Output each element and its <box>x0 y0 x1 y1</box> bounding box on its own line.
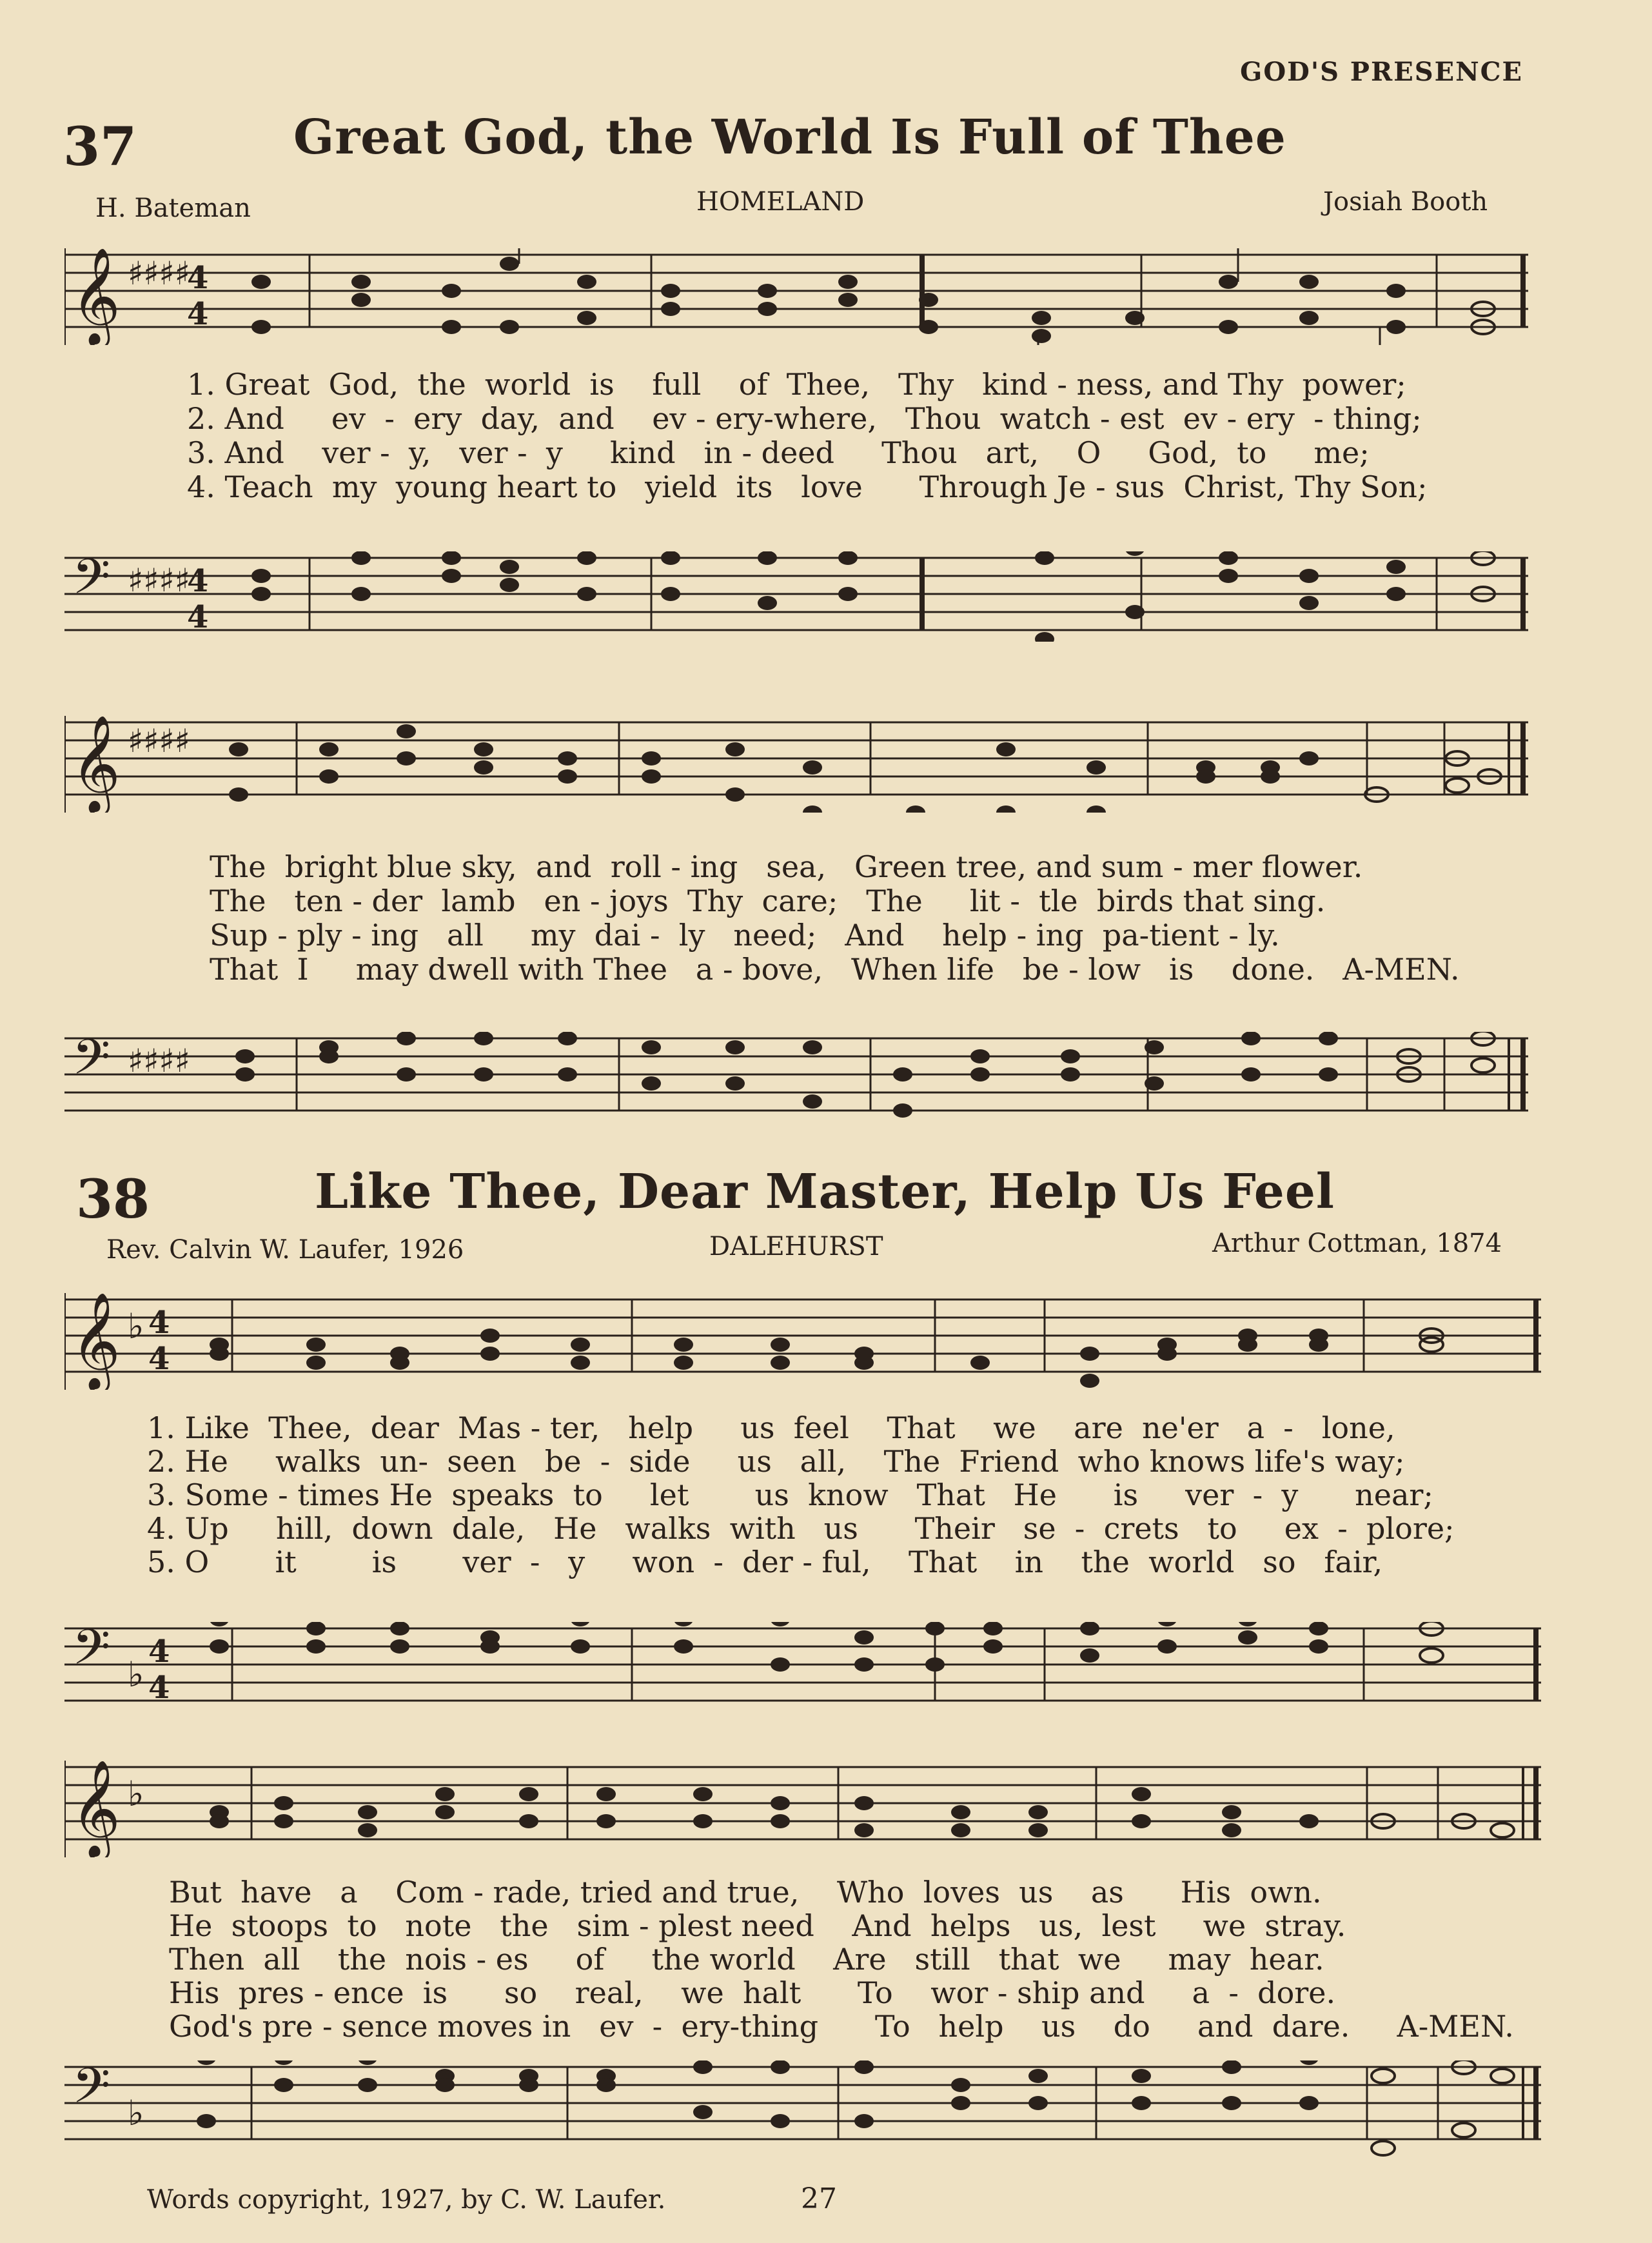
svg-text:𝄞: 𝄞 <box>71 1293 121 1389</box>
svg-text:♭: ♭ <box>128 1654 144 1695</box>
treble-staff <box>64 1761 1541 1857</box>
svg-text:𝄞: 𝄞 <box>71 716 121 812</box>
lyric-line: Sup - ply - ing all my dai - ly need; And help - ing pa-tient - ly. <box>210 918 1280 953</box>
treble-staff <box>64 248 1528 345</box>
svg-text:4: 4 <box>148 1305 170 1341</box>
svg-text:♯♯♯♯: ♯♯♯♯ <box>128 722 190 760</box>
lyric-line: The bright blue sky, and roll - ing sea, Green tree, and sum - mer flower. <box>210 849 1363 884</box>
bass-staff <box>64 1032 1528 1122</box>
svg-text:𝄢: 𝄢 <box>72 1032 111 1098</box>
svg-text:𝄢: 𝄢 <box>72 1622 111 1688</box>
svg-text:♯♯♯♯: ♯♯♯♯ <box>128 562 190 599</box>
lyric-line: The ten - der lamb en - joys Thy care; The lit - tle birds that sing. <box>210 884 1326 918</box>
svg-text:♯♯♯♯: ♯♯♯♯ <box>128 255 190 292</box>
svg-text:4: 4 <box>187 563 209 599</box>
svg-text:𝄢: 𝄢 <box>72 2060 111 2126</box>
hymn-number: 37 <box>63 116 137 178</box>
svg-text:4: 4 <box>187 599 209 635</box>
svg-text:♭: ♭ <box>128 1774 144 1814</box>
svg-text:𝄢: 𝄢 <box>72 551 111 617</box>
hymn-number: 38 <box>76 1169 150 1230</box>
bass-staff <box>64 1622 1541 1712</box>
hymn-title: Great God, the World Is Full of Thee <box>293 110 1286 165</box>
svg-text:♭: ♭ <box>128 1306 144 1347</box>
lyrics-verse-block <box>187 368 1427 504</box>
bass-staff <box>64 551 1528 642</box>
bass-staff <box>64 2060 1541 2157</box>
copyright-notice: Words copyright, 1927, by C. W. Laufer. <box>147 2185 666 2215</box>
svg-text:4: 4 <box>187 296 209 332</box>
lyric-line: 5. O it is ver - y won - der - ful, That in the world so fair, <box>147 1545 1383 1579</box>
lyric-line: 1. Like Thee, dear Mas - ter, help us feel That we are ne'er a - lone, <box>147 1410 1395 1445</box>
lyric-line: 3. Some - times He speaks to let us know That He is ver - y near; <box>147 1477 1433 1512</box>
treble-staff <box>64 716 1528 813</box>
hymn-tune: DALEHURST <box>709 1232 883 1261</box>
lyric-line: 2. He walks un- seen be - side us all, The Friend who knows life's way; <box>147 1444 1405 1479</box>
section-header: GOD'S PRESENCE <box>1240 57 1523 87</box>
hymn-author: Rev. Calvin W. Laufer, 1926 <box>106 1235 464 1265</box>
svg-text:♯♯♯♯: ♯♯♯♯ <box>128 1042 190 1080</box>
svg-text:4: 4 <box>187 260 209 296</box>
lyric-line: 4. Teach my young heart to yield its love Through Je - sus Christ, Thy Son; <box>187 469 1428 504</box>
lyric-line: But have a Com - rade, tried and true, Who loves us as His own. <box>169 1875 1322 1910</box>
hymn-title: Like Thee, Dear Master, Help Us Feel <box>315 1164 1335 1220</box>
svg-text:𝄞: 𝄞 <box>71 248 121 344</box>
hymn-tune: HOMELAND <box>696 187 865 217</box>
page-number: 27 <box>801 2182 837 2215</box>
lyric-line: 4. Up hill, down dale, He walks with us Their se - crets to ex - plore; <box>147 1511 1455 1546</box>
lyric-line: God's pre - sence moves in ev - ery-thing To help us do and dare. A-MEN. <box>169 2009 1514 2044</box>
svg-text:4: 4 <box>148 1634 170 1670</box>
svg-text:4: 4 <box>148 1341 170 1377</box>
lyric-line: He stoops to note the sim - plest need And helps us, lest we stray. <box>169 1908 1346 1943</box>
lyric-line: That I may dwell with Thee a - bove, When life be - low is done. A-MEN. <box>210 952 1460 987</box>
lyric-line: Then all the nois - es of the world Are still that we may hear. <box>169 1942 1324 1977</box>
lyrics-verse-block <box>169 1875 1514 2043</box>
lyrics-verse-block <box>147 1411 1455 1579</box>
hymn-author: H. Bateman <box>95 193 251 223</box>
lyric-line: 2. And ev - ery day, and ev - ery-where, Thou watch - est ev - ery - thing; <box>187 401 1422 436</box>
treble-staff <box>64 1293 1541 1390</box>
svg-text:♭: ♭ <box>128 2093 144 2133</box>
hymn-composer: Josiah Booth <box>1323 187 1488 217</box>
lyric-line: His pres - ence is so real, we halt To wor - ship and a - dore. <box>169 1975 1336 2010</box>
lyric-line: 3. And ver - y, ver - y kind in - deed Thou art, O God, to me; <box>187 435 1370 470</box>
lyrics-verse-block <box>210 850 1460 987</box>
lyric-line: 1. Great God, the world is full of Thee, Thy kind - ness, and Thy power; <box>187 367 1406 402</box>
hymn-composer: Arthur Cottman, 1874 <box>1212 1229 1502 1258</box>
svg-text:4: 4 <box>148 1670 170 1706</box>
svg-text:𝄞: 𝄞 <box>71 1761 121 1857</box>
